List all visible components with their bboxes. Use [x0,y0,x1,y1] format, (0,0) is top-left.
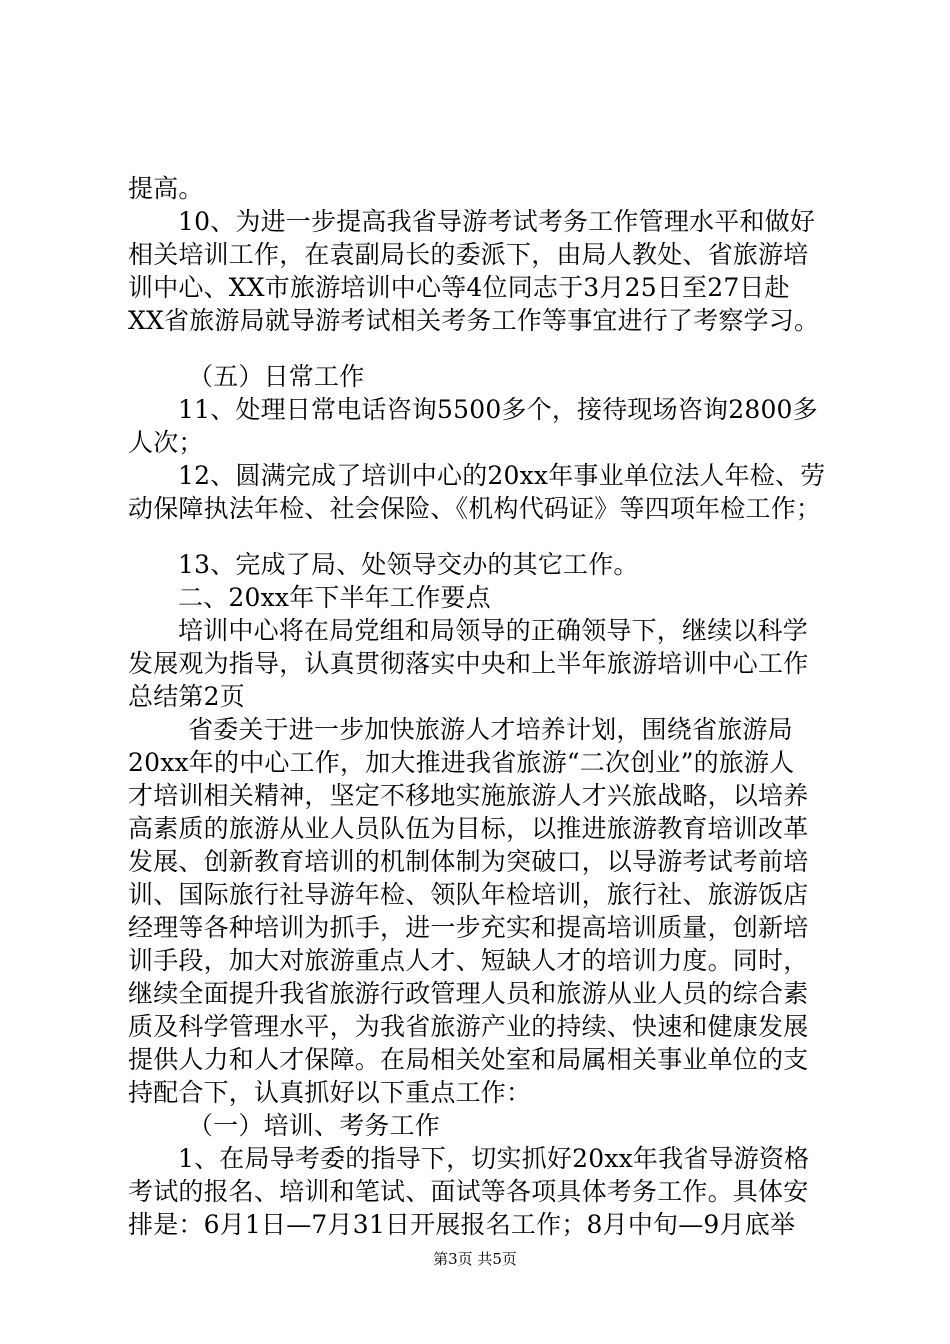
text-line: 才培训相关精神，坚定不移地实施旅游人才兴旅战略，以培养 [128,781,809,810]
text-line: 排是：6月1日—7月31日开展报名工作；8月中旬—9月底举 [128,1210,796,1239]
text-line: 相关培训工作，在袁副局长的委派下，由局人教处、省旅游培 [128,240,809,269]
text-line: 13、完成了局、处领导交办的其它工作。 [178,550,639,579]
text-line: 省委关于进一步加快旅游人才培养计划，围绕省旅游局 [188,715,793,744]
section-heading: （一）培训、考务工作 [188,1111,441,1140]
text-line: 培训中心将在局党组和局领导的正确领导下，继续以科学 [178,616,809,645]
text-line: 1、在局导考委的指导下，切实抓好20xx年我省导游资格 [178,1144,810,1173]
text-line: 10、为进一步提高我省导游考试考务工作管理水平和做好 [178,207,816,236]
text-line: 人次； [128,428,204,457]
text-line: 12、圆满完成了培训中心的20xx年事业单位法人年检、劳 [178,461,826,490]
text-line: 20xx年的中心工作，加大推进我省旅游“二次创业”的旅游人 [128,748,795,777]
text-line: 提高。 [128,174,204,203]
text-line: XX省旅游局就导游考试相关考务工作等事宜进行了考察学习。 [128,306,820,335]
text-line: 发展观为指导，认真贯彻落实中央和上半年旅游培训中心工作 [128,649,809,678]
text-line: 高素质的旅游从业人员队伍为目标，以推进旅游教育培训改革 [128,814,809,843]
text-line: 考试的报名、培训和笔试、面试等各项具体考务工作。具体安 [128,1177,809,1206]
text-line: 经理等各种培训为抓手，进一步充实和提高培训质量，创新培 [128,913,809,942]
text-line: 11、处理日常电话咨询5500多个，接待现场咨询2800多 [178,395,818,424]
page-footer: 第3页 共5页 [433,1250,517,1268]
text-line: 训、国际旅行社导游年检、领队年检培训，旅行社、旅游饭店 [128,880,809,909]
text-line: 持配合下，认真抓好以下重点工作： [128,1078,532,1107]
text-line: 训中心、XX市旅游培训中心等4位同志于3月25日至27日赴 [128,273,790,302]
text-line: 继续全面提升我省旅游行政管理人员和旅游从业人员的综合素 [128,979,809,1008]
text-line: 提供人力和人才保障。在局相关处室和局属相关事业单位的支 [128,1045,809,1074]
text-line: 训手段，加大对旅游重点人才、短缺人才的培训力度。同时， [128,946,809,975]
section-heading: 二、20xx年下半年工作要点 [178,583,491,612]
section-heading: （五）日常工作 [188,362,365,391]
text-line: 总结第2页 [128,682,245,711]
text-line: 质及科学管理水平，为我省旅游产业的持续、快速和健康发展 [128,1012,809,1041]
text-line: 动保障执法年检、社会保险、《机构代码证》等四项年检工作； [128,494,822,523]
text-line: 发展、创新教育培训的机制体制为突破口，以导游考试考前培 [128,847,809,876]
